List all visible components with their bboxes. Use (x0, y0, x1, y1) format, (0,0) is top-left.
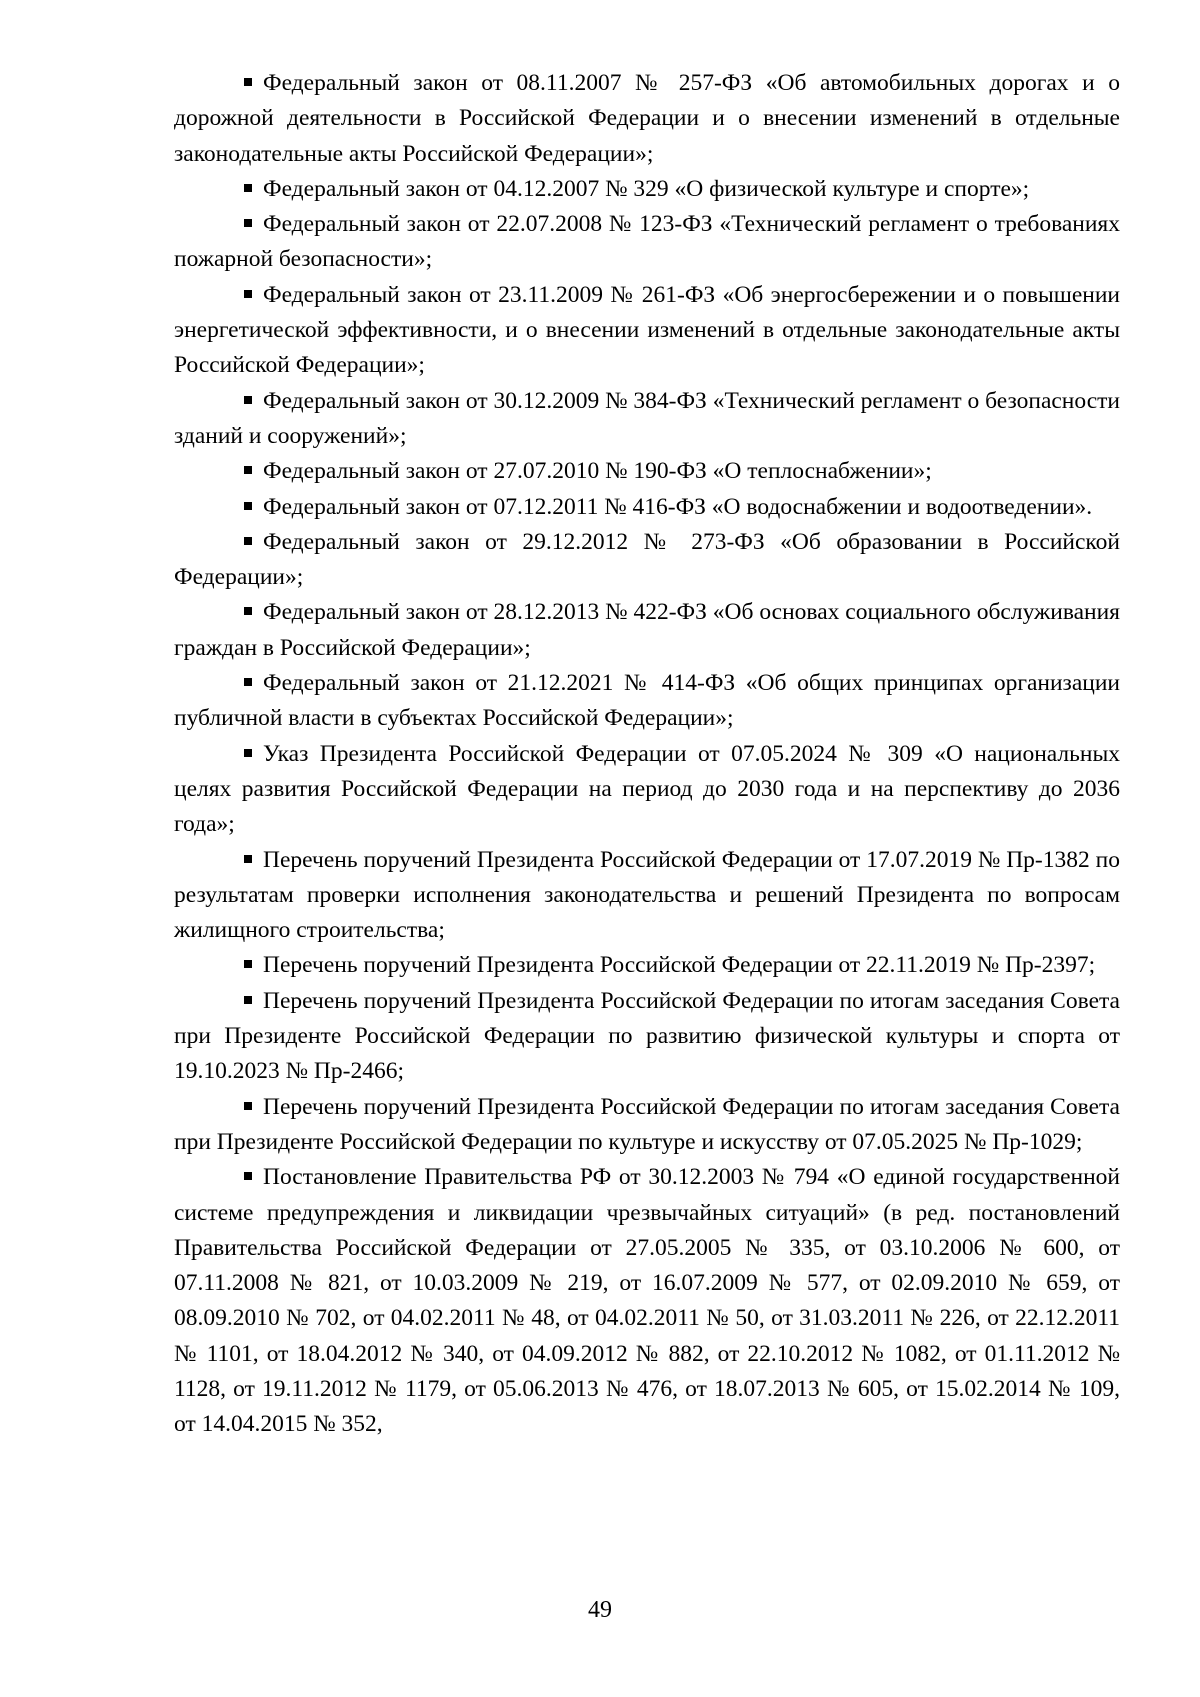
square-bullet-icon (244, 396, 252, 404)
list-item (174, 984, 1120, 1090)
square-bullet-icon (244, 78, 252, 86)
list-item-text: Федеральный закон от 08.11.2007 № 257-ФЗ «Об автомобильных дорогах и о дорожной деятельности в Российской Федерации и о внесении изменений в отдельные законодательные акты Российской Федерации»; (174, 70, 1120, 167)
list-item (174, 384, 1120, 455)
square-bullet-icon (244, 466, 252, 474)
list-item-text: Федеральный закон от 23.11.2009 № 261-ФЗ «Об энергосбережении и о повышении энергетической эффективности, и о внесении изменений в отдельные законодательные акты Российской Федерации»; (174, 281, 1120, 379)
square-bullet-icon (244, 537, 252, 545)
list-item-text: Перечень поручений Президента Российской Федерации от 22.11.2019 № Пр-2397; (263, 952, 1096, 979)
list-item-text: Федеральный закон от 30.12.2009 № 384-ФЗ «Технический регламент о безопасности зданий и сооружений»; (174, 387, 1120, 449)
list-item (174, 454, 1120, 489)
page-number: 49 (588, 1597, 612, 1623)
list-item (174, 1160, 1120, 1442)
square-bullet-icon (244, 996, 252, 1004)
list-item-text: Федеральный закон от 07.12.2011 № 416-ФЗ «О водоснабжении и водоотведении». (263, 493, 1093, 520)
list-item-text: Федеральный закон от 28.12.2013 № 422-ФЗ «Об основах социального обслуживания граждан в Российской Федерации»; (174, 599, 1120, 661)
list-item (174, 207, 1120, 278)
square-bullet-icon (244, 1102, 252, 1110)
square-bullet-icon (244, 607, 252, 615)
square-bullet-icon (244, 678, 252, 686)
list-item (174, 843, 1120, 949)
document-page (174, 66, 1120, 1443)
list-item-text: Перечень поручений Президента Российской Федерации по итогам заседания Совета при Президенте Российской Федерации по развитию физической культуры и спорта от 19.10.2023 № Пр-2466; (174, 987, 1120, 1085)
list-item (174, 1090, 1120, 1161)
list-item (174, 525, 1120, 596)
list-item (174, 278, 1120, 384)
list-item (174, 490, 1120, 525)
list-item (174, 595, 1120, 666)
list-item-text: Федеральный закон от 22.07.2008 № 123-ФЗ «Технический регламент о требованиях пожарной безопасности»; (174, 211, 1120, 273)
square-bullet-icon (244, 502, 252, 510)
list-item (174, 172, 1120, 207)
list-item-text: Постановление Правительства РФ от 30.12.2003 № 794 «О единой государственной системе предупреждения и ликвидации чрезвычайных ситуаций» (в ред. постановлений Правительства Российской Федерации от 27.05.2005 № 335, от 03.10.2006 № 600, от 07.11.2008 № 821, от 10.03.2009 № 219, от 16.07.2009 № 577, от 02.09.2010 № 659, от 08.09.2010 № 702, от 04.02.2011 № 48, от 04.02.2011 № 50, от 31.03.2011 № 226, от 22.12.2011 № 1101, от 18.04.2012 № 340, от 04.09.2012 № 882, от 22.10.2012 № 1082, от 01.11.2012 № 1128, от 19.11.2012 № 1179, от 05.06.2013 № 476, от 18.07.2013 № 605, от 15.02.2014 № 109, от 14.04.2015 № 352, (174, 1164, 1120, 1438)
list-item-text: Федеральный закон от 04.12.2007 № 329 «О физической культуре и спорте»; (263, 175, 1030, 202)
list-item-text: Федеральный закон от 29.12.2012 № 273-ФЗ «Об образовании в Российской Федерации»; (174, 528, 1120, 591)
square-bullet-icon (244, 960, 252, 968)
square-bullet-icon (244, 1172, 252, 1180)
square-bullet-icon (244, 290, 252, 298)
list-item-text: Перечень поручений Президента Российской Федерации от 17.07.2019 № Пр-1382 по результатам проверки исполнения законодательства и решений Президента по вопросам жилищного строительства; (174, 846, 1120, 944)
square-bullet-icon (244, 749, 252, 757)
list-item-text: Перечень поручений Президента Российской Федерации по итогам заседания Совета при Президенте Российской Федерации по культуре и искусству от 07.05.2025 № Пр-1029; (174, 1093, 1120, 1155)
list-item (174, 666, 1120, 737)
square-bullet-icon (244, 855, 252, 863)
list-item-text: Указ Президента Российской Федерации от 07.05.2024 № 309 «О национальных целях развития Российской Федерации на период до 2030 года и на перспективу до 2036 года»; (174, 740, 1120, 838)
list-item-text: Федеральный закон от 27.07.2010 № 190-ФЗ «О теплоснабжении»; (263, 458, 932, 485)
list-item-text: Федеральный закон от 21.12.2021 № 414-ФЗ «Об общих принципах организации публичной власти в субъектах Российской Федерации»; (174, 670, 1120, 732)
list-item (174, 737, 1120, 843)
list-item (174, 948, 1120, 983)
square-bullet-icon (244, 184, 252, 192)
square-bullet-icon (244, 219, 252, 227)
list-item (174, 66, 1120, 172)
